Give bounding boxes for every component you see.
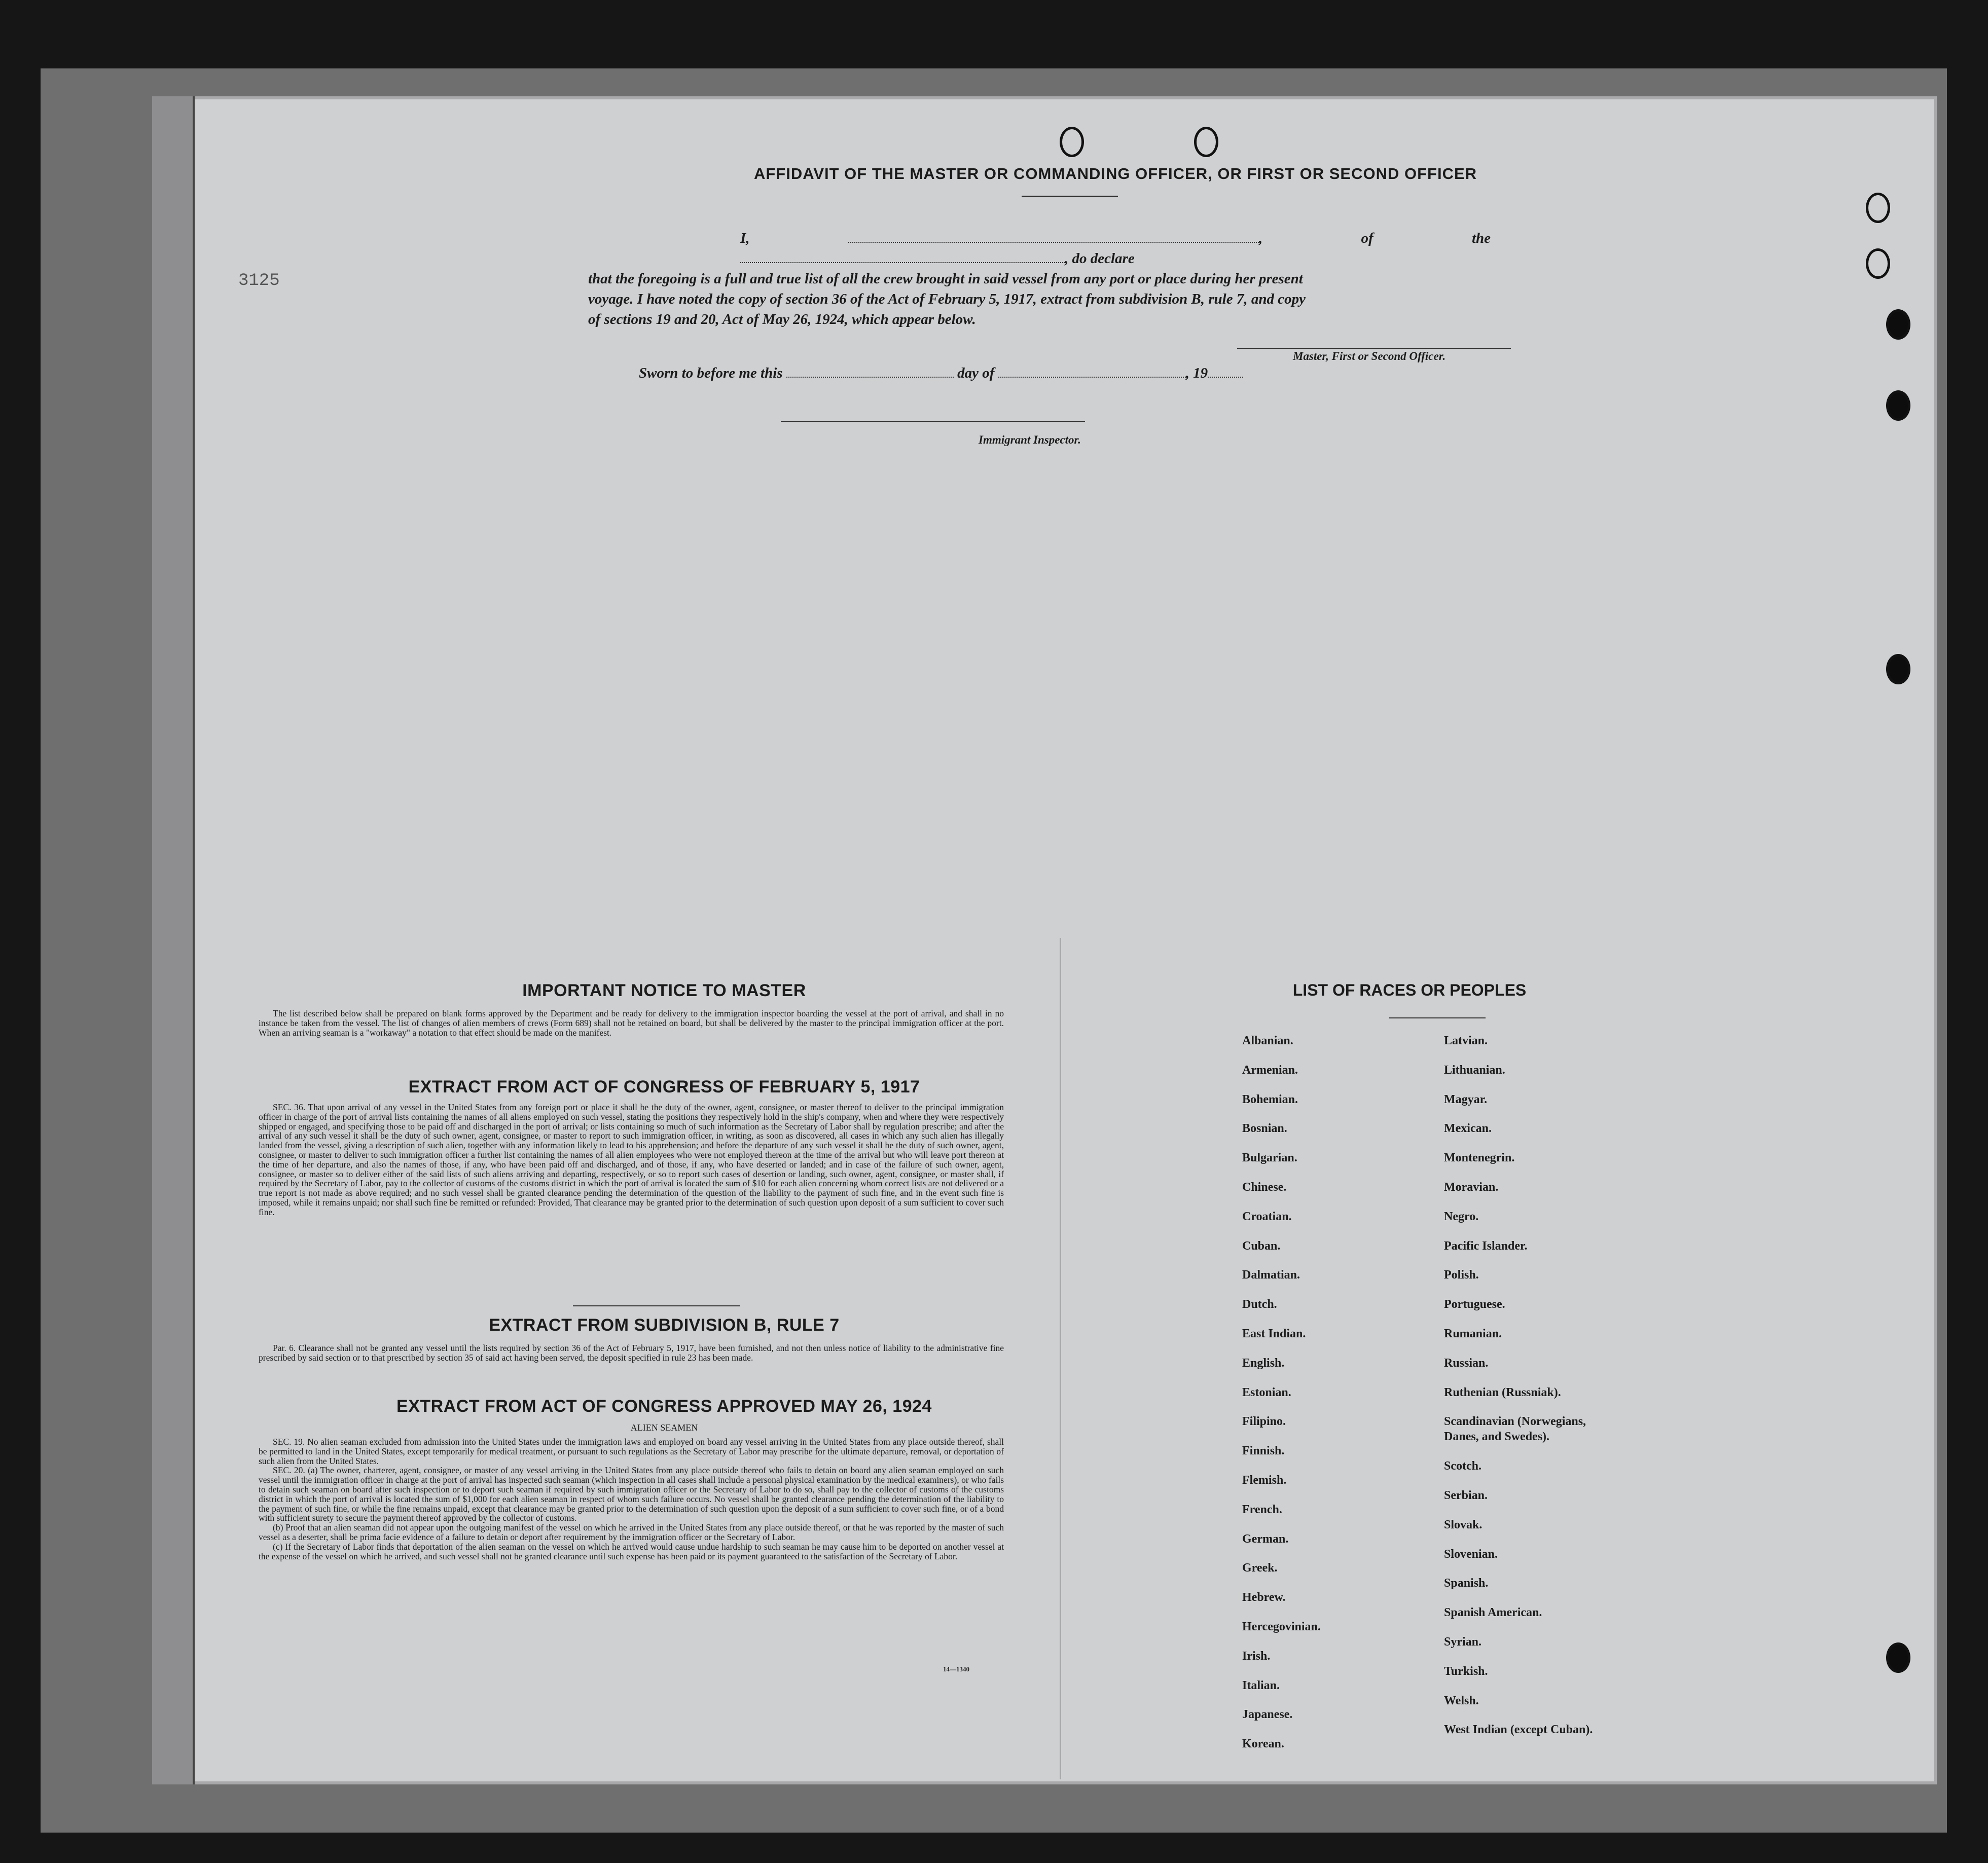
race-item: Scandinavian (Norwegians, <box>1444 1415 1586 1429</box>
affidavit-declaration-line <box>588 228 1491 269</box>
extract-1917-text <box>259 1103 1004 1217</box>
affidavit-line-1: that the foregoing is a full and true list of all the crew brought in said vessel from any port or place during her present <box>588 271 1303 287</box>
do-declare-label: , do declare <box>1065 250 1135 267</box>
race-item: Greek. <box>1242 1561 1278 1575</box>
race-item: Irish. <box>1242 1649 1271 1663</box>
year-prefix: , 19 <box>1185 365 1208 381</box>
race-item: Bosnian. <box>1242 1122 1287 1136</box>
race-item: Scotch. <box>1444 1459 1481 1473</box>
race-item: Chinese. <box>1242 1181 1287 1194</box>
sworn-year-field[interactable] <box>1208 377 1243 378</box>
punch-hole-icon <box>1886 309 1910 340</box>
punch-hole-icon <box>1886 654 1910 684</box>
races-underline <box>1389 1017 1486 1018</box>
race-item: East Indian. <box>1242 1327 1306 1340</box>
race-item: Danes, and Swedes). <box>1444 1430 1550 1444</box>
race-item: Slovenian. <box>1444 1547 1498 1561</box>
notice-paragraph: The list described below shall be prepared on blank forms approved by the Department and be ready for delivery to the immigration inspector boarding the vessel at the port of arrival, and shall in no instance be taken from the vessel. The list of changes of alien members of crews (Form 689) shall not be retained on board, but shall be delivered by the master to the principal immigration officer at the port. When an arriving seaman is a "workaway" a notation to that effect should be made on the manifest. <box>259 1008 1004 1038</box>
race-item: French. <box>1242 1503 1282 1516</box>
extract-rule7-title: EXTRACT FROM SUBDIVISION B, RULE 7 <box>489 1316 840 1335</box>
master-signature-line[interactable] <box>1237 348 1511 349</box>
race-item: West Indian (except Cuban). <box>1444 1723 1593 1737</box>
race-item: Lithuanian. <box>1444 1063 1505 1077</box>
extract-1924-text <box>259 1437 1004 1561</box>
master-signature-label: Master, First or Second Officer. <box>1293 350 1446 362</box>
race-item: Slovak. <box>1444 1518 1483 1531</box>
punch-hole-icon <box>1194 127 1218 157</box>
race-item: Croatian. <box>1242 1210 1292 1223</box>
punch-hole-icon <box>1866 248 1890 279</box>
race-item: Turkish. <box>1444 1664 1488 1678</box>
race-item: Estonian. <box>1242 1385 1291 1399</box>
race-item: Flemish. <box>1242 1474 1287 1487</box>
par-6-paragraph: Par. 6. Clearance shall not be granted any vessel until the lists required by section 36 of the Act of February 5, 1917, have been furnished, and not then unless notice of liability to the administrative fine prescribed by said section or to that prescribed by section 35 of said act having been served, the deposit specified in rule 23 has been made. <box>259 1343 1004 1363</box>
punch-hole-icon <box>1866 193 1890 223</box>
form-sheet <box>152 96 1937 1784</box>
race-item: Hebrew. <box>1242 1591 1286 1604</box>
race-item: Hercegovinian. <box>1242 1620 1321 1633</box>
race-item: Rumanian. <box>1444 1327 1502 1340</box>
stamp-number: 3125 <box>238 271 280 290</box>
race-item: Italian. <box>1242 1678 1280 1692</box>
race-item: Latvian. <box>1444 1034 1488 1047</box>
race-item: Mexican. <box>1444 1122 1492 1136</box>
race-item: Albanian. <box>1242 1034 1293 1047</box>
day-of-label: day of <box>957 365 995 381</box>
race-item: Pacific Islander. <box>1444 1239 1528 1253</box>
race-item: Filipino. <box>1242 1415 1286 1429</box>
punch-hole-icon <box>1060 127 1084 157</box>
affidavit-title: AFFIDAVIT OF THE MASTER OR COMMANDING OFFICER, OR FIRST OR SECOND OFFICER <box>753 165 1477 182</box>
section-divider <box>573 1305 740 1306</box>
page-fold <box>1060 938 1061 1779</box>
race-item: Bohemian. <box>1242 1092 1298 1106</box>
race-item: Polish. <box>1444 1268 1479 1282</box>
vessel-field[interactable] <box>740 262 1065 263</box>
race-item: Syrian. <box>1444 1635 1482 1649</box>
sec-20c-paragraph: (c) If the Secretary of Labor finds that deportation of the alien seaman on the vessel on which he arrived would cause undue hardship to such seaman he may cause him to be deported on another vessel at the expense of the vessel on which he arrived, and such vessel shall not be granted clearance until such expense has been paid or its payment guaranteed to the satisfaction of the Secretary of Labor. <box>259 1541 1004 1561</box>
sec-19-paragraph: SEC. 19. No alien seaman excluded from admission into the United States under the immigration laws and employed on board any vessel arriving in the United States from any place outside thereof, shall be permitted to land in the United States, except temporarily for medical treatment, or pursuant to such regulations as the Secretary of Labor may prescribe for the ultimate departure, removal, or deportation of such alien from the United States. <box>259 1437 1004 1466</box>
title-underline <box>1022 196 1118 197</box>
race-item: Negro. <box>1444 1210 1479 1223</box>
race-item: Moravian. <box>1444 1181 1499 1194</box>
inspector-label: Immigrant Inspector. <box>979 433 1081 446</box>
race-item: Welsh. <box>1444 1694 1479 1707</box>
race-item: Dalmatian. <box>1242 1268 1300 1282</box>
sec-20a-paragraph: SEC. 20. (a) The owner, charterer, agent, consignee, or master of any vessel arriving in the United States from any place outside thereof who fails to detain on board any alien seaman employed on such vessel until the immigration officer in charge at the port of arrival has inspected such seaman (which inspection in all cases shall include a personal physical examination by the medical examiners), or who fails to detain such seaman on board after such inspection or to deport such seaman if required by such immigration officer or the Secretary of Labor to do so, shall pay to the collector of customs of the customs district in which the port of arrival is located the sum of $1,000 for each alien seaman in respect of whom such failure occurs. No vessel shall be granted clearance pending the determination of the liability to the payment of such fine, or while the fine remains unpaid, except that clearance may be granted prior to the determination of such question upon the deposit of a sum sufficient to cover such fine, or of a bond with sufficient surety to secure the payment thereof approved by the collector of customs. <box>259 1465 1004 1523</box>
notice-title: IMPORTANT NOTICE TO MASTER <box>522 981 806 1000</box>
race-item: Spanish American. <box>1444 1606 1542 1620</box>
race-item: Serbian. <box>1444 1489 1488 1502</box>
race-item: Ruthenian (Russniak). <box>1444 1385 1561 1399</box>
race-item: German. <box>1242 1532 1289 1546</box>
race-item: Spanish. <box>1444 1577 1489 1590</box>
extract-1924-title: EXTRACT FROM ACT OF CONGRESS APPROVED MAY 26, 1924 <box>396 1397 932 1416</box>
extract-rule7-text <box>259 1343 1004 1363</box>
punch-hole-icon <box>1886 390 1910 421</box>
sworn-day-field[interactable] <box>786 377 954 378</box>
alien-seamen-subtitle: ALIEN SEAMEN <box>630 1422 698 1433</box>
affidavit-body <box>588 228 1491 330</box>
affidavit-line-3: of sections 19 and 20, Act of May 26, 1924, which appear below. <box>588 311 976 327</box>
binding-gutter <box>152 96 195 1784</box>
inspector-signature-line[interactable] <box>781 421 1085 422</box>
punch-hole-icon <box>1886 1642 1910 1673</box>
races-title: LIST OF RACES OR PEOPLES <box>1292 981 1527 999</box>
sworn-prefix: Sworn to before me this <box>639 365 783 381</box>
i-label: I, <box>740 230 750 246</box>
name-field[interactable] <box>848 242 1259 243</box>
affidavit-line-2: voyage. I have noted the copy of section 36 of the Act of February 5, 1917, extract from subdivision B, rule 7, and copy <box>588 291 1306 307</box>
race-item: Korean. <box>1242 1737 1284 1751</box>
of-the-label: , of the <box>1258 230 1491 246</box>
sec-36-paragraph: SEC. 36. That upon arrival of any vessel in the United States from any foreign port or place it shall be the duty of the owner, agent, consignee, or master thereof to deliver to the principal immigration officer in charge of the port of arrival lists containing the names of all aliens employed on such vessel, stating the positions they respectively hold in the ship's company, when and where they were respectively shipped or engaged, and specifying those to be paid off and discharged in the port of arrival; or lists containing so much of such information as the Secretary of Labor shall by regulation prescribe; and after the arrival of any such vessel it shall be the duty of such owner, agent, consignee, or master to report to such immigration officer, in writing, as soon as discovered, all cases in which any such alien has illegally landed from the vessel, giving a description of such alien, together with any information likely to lead to his apprehension; and before the departure of any such vessel it shall be the duty of such owner, agent, consignee, or master to deliver to such immigration officer a further list containing the names of all alien employees who were not employed thereon at the time of the arrival but who will leave port thereon at the time of her departure, and also the names of those, if any, who have been paid off and discharged, and of those, if any, who have deserted or landed; and in case of the failure of such owner, agent, consignee, or master so to deliver either of the said lists of such aliens arriving and departing, respectively, or so to report such cases of desertion or landing, such owner, agent, consignee, or master shall, if required by the Secretary of Labor, pay to the collector of customs of the customs district in which the port of arrival is located the sum of $10 for each alien concerning whom correct lists are not delivered or a true report is not made as above required; and no such vessel shall be granted clearance pending the determination of the question of the liability to the payment of such fine, and in the event such fine is imposed, while it remains unpaid; nor shall such fine be remitted or refunded: Provided, That clearance may be granted prior to the determination of such question upon deposit of a sum sufficient to cover such fine. <box>259 1102 1004 1217</box>
race-item: Cuban. <box>1242 1239 1281 1253</box>
race-item: Dutch. <box>1242 1298 1277 1311</box>
race-item: Magyar. <box>1444 1092 1488 1106</box>
race-item: English. <box>1242 1356 1285 1370</box>
sec-20b-paragraph: (b) Proof that an alien seaman did not appear upon the outgoing manifest of the vessel on which he arrived in the United States from any place outside thereof, or that he was reported by the master of such vessel as a deserter, shall be prima facie evidence of a failure to detain or deport after requirement by the immigration officer or the Secretary of Labor. <box>259 1522 1004 1542</box>
race-item: Japanese. <box>1242 1708 1293 1722</box>
form-number: 14—1340 <box>943 1665 969 1673</box>
notice-text <box>259 1009 1004 1037</box>
race-item: Russian. <box>1444 1356 1489 1370</box>
sworn-month-field[interactable] <box>998 377 1186 378</box>
race-item: Finnish. <box>1242 1444 1285 1458</box>
sworn-line <box>639 365 1243 382</box>
race-item: Portuguese. <box>1444 1298 1505 1311</box>
race-item: Montenegrin. <box>1444 1151 1515 1165</box>
race-item: Bulgarian. <box>1242 1151 1297 1165</box>
extract-1917-title: EXTRACT FROM ACT OF CONGRESS OF FEBRUARY 5, 1917 <box>408 1077 920 1097</box>
race-item: Armenian. <box>1242 1063 1298 1077</box>
